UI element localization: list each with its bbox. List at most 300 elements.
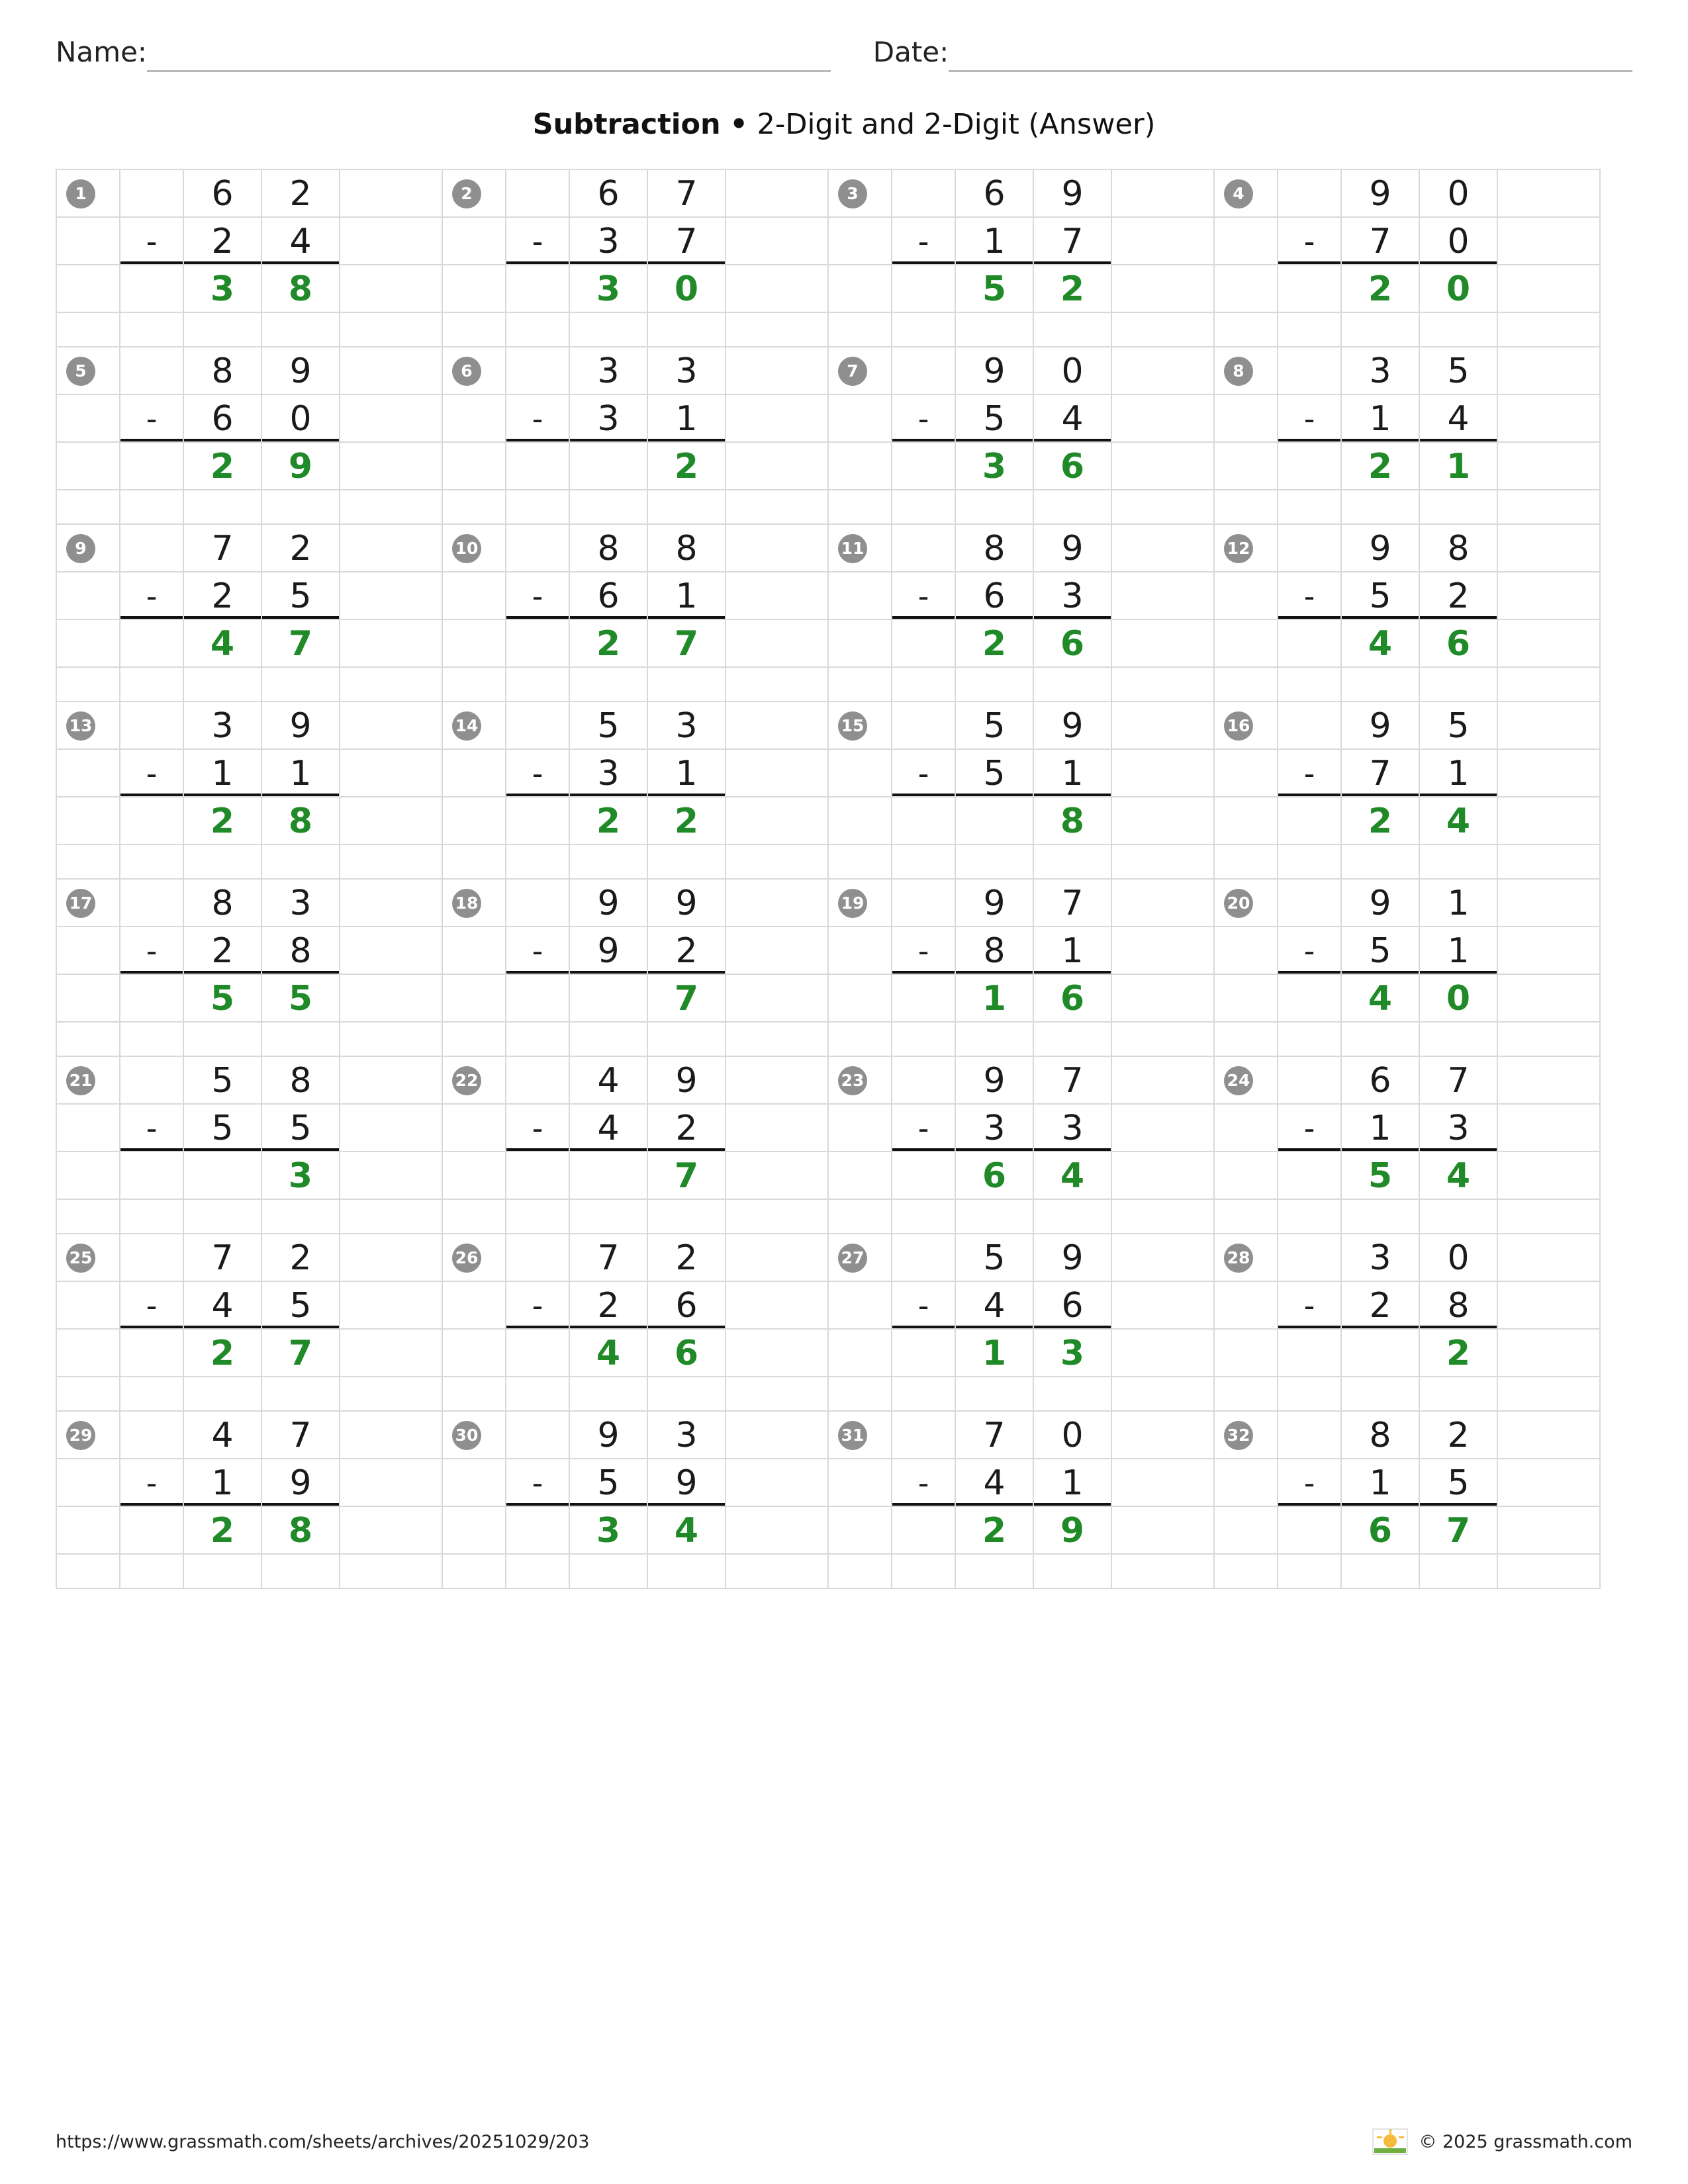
- problem-28-answer: [1215, 1330, 1601, 1377]
- problem-10-subtrahend: [443, 572, 829, 620]
- problem-number-cell: [443, 1412, 506, 1459]
- spacer-block: [1215, 490, 1601, 525]
- spacer-cell: [1034, 845, 1112, 880]
- spacer-cell: [443, 1555, 506, 1589]
- answer-ones-digit: 8: [1034, 797, 1112, 845]
- problem-row-spacer: [57, 490, 1601, 525]
- problem-number-badge: 30: [452, 1421, 481, 1450]
- subtrahend-tens-digit: 9: [570, 927, 648, 975]
- problem-pad: [1498, 170, 1601, 218]
- problem-number-cell: [829, 880, 892, 927]
- problem-pad: [340, 750, 443, 797]
- minuend-ones-digit: 2: [1420, 1412, 1498, 1459]
- minuend-ones-digit: 9: [1034, 1234, 1112, 1282]
- operator-slot-empty: [506, 880, 570, 927]
- spacer-cell: [829, 1555, 892, 1589]
- operator-minus: -: [120, 750, 184, 797]
- problem-number-cell: [1215, 1234, 1278, 1282]
- operator-slot-empty: [1278, 170, 1342, 218]
- problem-number-spacer: [1215, 1105, 1278, 1152]
- problem-7-answer: [829, 443, 1215, 490]
- problem-pad: [1112, 1459, 1215, 1507]
- problem-14: [443, 702, 829, 750]
- answer-ones-digit: 7: [648, 620, 726, 668]
- problem-pad: [340, 1507, 443, 1555]
- spacer-cell: [1278, 1023, 1342, 1057]
- operator-slot-empty: [120, 347, 184, 395]
- problem-number-spacer: [443, 572, 506, 620]
- spacer-cell: [1420, 1377, 1498, 1412]
- operator-minus: -: [506, 1282, 570, 1330]
- problem-2-subtrahend: [443, 218, 829, 265]
- minuend-tens-digit: 5: [956, 1234, 1034, 1282]
- problem-pad: [726, 1459, 829, 1507]
- problem-pad: [340, 1234, 443, 1282]
- answer-ones-digit: 0: [1420, 265, 1498, 313]
- problem-number-spacer: [443, 1459, 506, 1507]
- problem-number-cell: [57, 1234, 120, 1282]
- answer-op-spacer: [506, 1330, 570, 1377]
- answer-spacer: [829, 1507, 892, 1555]
- operator-slot-empty: [120, 702, 184, 750]
- operator-slot-empty: [1278, 1057, 1342, 1105]
- date-input-line[interactable]: [949, 36, 1632, 72]
- subtrahend-ones-digit: 4: [1420, 395, 1498, 443]
- problem-pad: [1112, 1330, 1215, 1377]
- spacer-cell: [506, 313, 570, 347]
- problem-number-cell: [829, 1057, 892, 1105]
- answer-tens-digit: 2: [184, 443, 262, 490]
- operator-minus: -: [120, 1459, 184, 1507]
- problem-row-subtrahend: [57, 927, 1601, 975]
- minuend-tens-digit: 6: [184, 170, 262, 218]
- minuend-tens-digit: 9: [956, 880, 1034, 927]
- answer-op-spacer: [892, 1330, 956, 1377]
- problem-17-answer: [57, 975, 443, 1023]
- answer-spacer: [829, 1152, 892, 1200]
- subtrahend-tens-digit: 3: [956, 1105, 1034, 1152]
- spacer-block: [57, 1200, 443, 1234]
- spacer-cell: [1278, 845, 1342, 880]
- problem-pad: [1112, 572, 1215, 620]
- minuend-ones-digit: 3: [648, 702, 726, 750]
- answer-tens-digit: 5: [184, 975, 262, 1023]
- spacer-cell: [262, 313, 340, 347]
- minuend-tens-digit: 8: [1342, 1412, 1420, 1459]
- operator-slot-empty: [120, 525, 184, 572]
- minuend-tens-digit: 3: [1342, 1234, 1420, 1282]
- minuend-ones-digit: 3: [648, 347, 726, 395]
- answer-ones-digit: 4: [648, 1507, 726, 1555]
- minuend-ones-digit: 8: [648, 525, 726, 572]
- title-subtitle: 2-Digit and 2-Digit (Answer): [757, 108, 1156, 141]
- spacer-block: [829, 313, 1215, 347]
- answer-tens-digit: 4: [570, 1330, 648, 1377]
- problem-30-answer: [443, 1507, 829, 1555]
- problem-pad: [340, 1057, 443, 1105]
- spacer-cell: [57, 1377, 120, 1412]
- problem-13-answer: [57, 797, 443, 845]
- spacer-cell: [443, 490, 506, 525]
- problem-number-spacer: [1215, 750, 1278, 797]
- spacer-cell: [184, 1023, 262, 1057]
- answer-op-spacer: [120, 1330, 184, 1377]
- operator-slot-empty: [1278, 1412, 1342, 1459]
- subtrahend-tens-digit: 2: [184, 572, 262, 620]
- answer-tens-digit: 4: [184, 620, 262, 668]
- answer-ones-digit: 7: [1420, 1507, 1498, 1555]
- answer-spacer: [1215, 620, 1278, 668]
- problem-25-subtrahend: [57, 1282, 443, 1330]
- spacer-cell: [1215, 1023, 1278, 1057]
- problem-6: [443, 347, 829, 395]
- problem-pad: [340, 620, 443, 668]
- spacer-block: [443, 1555, 829, 1589]
- spacer-cell: [956, 313, 1034, 347]
- problem-pad: [726, 1412, 829, 1459]
- spacer-cell: [648, 1377, 726, 1412]
- spacer-block: [57, 1555, 443, 1589]
- problem-number-spacer: [1215, 572, 1278, 620]
- spacer-cell: [570, 1555, 648, 1589]
- problem-number-badge: 23: [838, 1066, 867, 1095]
- problem-28-subtrahend: [1215, 1282, 1601, 1330]
- spacer-cell: [120, 1377, 184, 1412]
- spacer-cell: [1498, 1200, 1601, 1234]
- answer-op-spacer: [1278, 1330, 1342, 1377]
- problem-row-answer: [57, 975, 1601, 1023]
- minuend-ones-digit: 7: [1420, 1057, 1498, 1105]
- answer-spacer: [443, 265, 506, 313]
- operator-slot-empty: [1278, 880, 1342, 927]
- spacer-block: [1215, 845, 1601, 880]
- answer-tens-digit: 2: [1342, 265, 1420, 313]
- problem-number-cell: [443, 525, 506, 572]
- problem-number-badge: 29: [66, 1421, 95, 1450]
- answer-tens-digit: [570, 975, 648, 1023]
- spacer-cell: [120, 1200, 184, 1234]
- operator-slot-empty: [892, 1234, 956, 1282]
- spacer-cell: [340, 1023, 443, 1057]
- problem-pad: [726, 797, 829, 845]
- problem-pad: [726, 1152, 829, 1200]
- problem-19-subtrahend: [829, 927, 1215, 975]
- spacer-cell: [1034, 1200, 1112, 1234]
- minuend-tens-digit: 3: [184, 702, 262, 750]
- spacer-cell: [648, 1200, 726, 1234]
- answer-tens-digit: [570, 443, 648, 490]
- operator-slot-empty: [892, 702, 956, 750]
- problem-4: [1215, 170, 1601, 218]
- subtrahend-ones-digit: 1: [1034, 927, 1112, 975]
- spacer-cell: [1034, 490, 1112, 525]
- spacer-cell: [726, 1377, 829, 1412]
- answer-ones-digit: 3: [1034, 1330, 1112, 1377]
- spacer-cell: [184, 1377, 262, 1412]
- minuend-ones-digit: 9: [1034, 702, 1112, 750]
- spacer-cell: [262, 668, 340, 702]
- problem-12-subtrahend: [1215, 572, 1601, 620]
- spacer-cell: [892, 845, 956, 880]
- problem-24: [1215, 1057, 1601, 1105]
- spacer-cell: [1112, 1023, 1215, 1057]
- problem-pad: [1112, 1057, 1215, 1105]
- problem-pad: [726, 702, 829, 750]
- operator-slot-empty: [506, 1234, 570, 1282]
- problem-pad: [1112, 525, 1215, 572]
- subtrahend-ones-digit: 1: [262, 750, 340, 797]
- problem-pad: [1498, 1234, 1601, 1282]
- spacer-cell: [1112, 1200, 1215, 1234]
- problem-pad: [726, 1057, 829, 1105]
- spacer-block: [443, 490, 829, 525]
- problem-number-cell: [57, 1412, 120, 1459]
- spacer-cell: [1112, 668, 1215, 702]
- minuend-ones-digit: 9: [262, 347, 340, 395]
- problem-number-badge: 20: [1224, 889, 1253, 918]
- answer-ones-digit: 4: [1034, 1152, 1112, 1200]
- title-main: Subtraction: [532, 108, 721, 141]
- subtrahend-tens-digit: 5: [1342, 927, 1420, 975]
- subtrahend-ones-digit: 6: [1034, 1282, 1112, 1330]
- problem-pad: [1112, 1234, 1215, 1282]
- spacer-block: [829, 1555, 1215, 1589]
- problem-pad: [1112, 750, 1215, 797]
- problem-number-badge: 8: [1224, 357, 1253, 386]
- operator-minus: -: [1278, 1105, 1342, 1152]
- subtrahend-ones-digit: 1: [1420, 750, 1498, 797]
- problem-pad: [340, 572, 443, 620]
- problem-row-answer: [57, 620, 1601, 668]
- subtrahend-tens-digit: 2: [184, 218, 262, 265]
- page-title: [56, 108, 1632, 141]
- answer-spacer: [829, 1330, 892, 1377]
- problem-25-answer: [57, 1330, 443, 1377]
- minuend-ones-digit: 7: [262, 1412, 340, 1459]
- problem-pad: [340, 265, 443, 313]
- spacer-cell: [506, 1200, 570, 1234]
- problem-6-subtrahend: [443, 395, 829, 443]
- subtrahend-tens-digit: 1: [184, 1459, 262, 1507]
- answer-op-spacer: [1278, 1507, 1342, 1555]
- minuend-tens-digit: 5: [956, 702, 1034, 750]
- spacer-block: [57, 1023, 443, 1057]
- answer-op-spacer: [506, 797, 570, 845]
- problem-number-cell: [829, 702, 892, 750]
- spacer-cell: [1215, 668, 1278, 702]
- problem-12: [1215, 525, 1601, 572]
- operator-minus: -: [1278, 750, 1342, 797]
- problem-number-cell: [829, 1234, 892, 1282]
- subtrahend-ones-digit: 5: [262, 1282, 340, 1330]
- operator-minus: -: [1278, 218, 1342, 265]
- problem-row-spacer: [57, 313, 1601, 347]
- problem-23-subtrahend: [829, 1105, 1215, 1152]
- problem-pad: [1498, 1282, 1601, 1330]
- spacer-cell: [648, 845, 726, 880]
- subtrahend-ones-digit: 3: [1420, 1105, 1498, 1152]
- subtrahend-ones-digit: 0: [262, 395, 340, 443]
- problem-pad: [1112, 265, 1215, 313]
- answer-tens-digit: 4: [1342, 620, 1420, 668]
- spacer-cell: [829, 668, 892, 702]
- answer-ones-digit: 4: [1420, 1152, 1498, 1200]
- problem-number-cell: [1215, 702, 1278, 750]
- minuend-ones-digit: 7: [648, 170, 726, 218]
- problem-row-subtrahend: [57, 572, 1601, 620]
- answer-tens-digit: [184, 1152, 262, 1200]
- answer-op-spacer: [120, 1152, 184, 1200]
- spacer-cell: [1342, 490, 1420, 525]
- problem-number-cell: [1215, 525, 1278, 572]
- problem-32-subtrahend: [1215, 1459, 1601, 1507]
- problem-19: [829, 880, 1215, 927]
- spacer-cell: [726, 845, 829, 880]
- spacer-cell: [57, 1023, 120, 1057]
- problem-pad: [726, 975, 829, 1023]
- minuend-tens-digit: 9: [570, 880, 648, 927]
- spacer-cell: [506, 668, 570, 702]
- answer-spacer: [57, 265, 120, 313]
- spacer-cell: [570, 668, 648, 702]
- problem-29: [57, 1412, 443, 1459]
- operator-minus: -: [892, 572, 956, 620]
- problem-8-subtrahend: [1215, 395, 1601, 443]
- spacer-cell: [829, 1023, 892, 1057]
- answer-ones-digit: 7: [262, 620, 340, 668]
- problem-pad: [1498, 1412, 1601, 1459]
- spacer-cell: [184, 490, 262, 525]
- subtrahend-ones-digit: 5: [262, 572, 340, 620]
- spacer-cell: [1034, 313, 1112, 347]
- problem-pad: [1498, 620, 1601, 668]
- answer-spacer: [443, 620, 506, 668]
- operator-slot-empty: [892, 347, 956, 395]
- subtrahend-ones-digit: 7: [1034, 218, 1112, 265]
- problem-number-spacer: [57, 1282, 120, 1330]
- problem-row-minuend: [57, 880, 1601, 927]
- sunrise-icon: [1372, 2128, 1408, 2155]
- answer-ones-digit: 2: [648, 443, 726, 490]
- spacer-block: [829, 668, 1215, 702]
- problem-number-badge: 27: [838, 1244, 867, 1273]
- operator-slot-empty: [892, 525, 956, 572]
- spacer-cell: [1420, 668, 1498, 702]
- footer-right: [1372, 2128, 1632, 2155]
- subtrahend-tens-digit: 5: [956, 395, 1034, 443]
- problem-row-answer: [57, 1330, 1601, 1377]
- answer-tens-digit: 6: [956, 1152, 1034, 1200]
- subtrahend-ones-digit: 1: [648, 395, 726, 443]
- subtrahend-tens-digit: 2: [570, 1282, 648, 1330]
- spacer-cell: [648, 1555, 726, 1589]
- subtrahend-ones-digit: 5: [262, 1105, 340, 1152]
- answer-tens-digit: 3: [570, 265, 648, 313]
- spacer-cell: [120, 845, 184, 880]
- spacer-block: [443, 1023, 829, 1057]
- problem-number-badge: 9: [66, 534, 95, 563]
- problem-number-badge: 15: [838, 711, 867, 741]
- operator-slot-empty: [1278, 702, 1342, 750]
- subtrahend-ones-digit: 2: [648, 1105, 726, 1152]
- problem-4-answer: [1215, 265, 1601, 313]
- subtrahend-tens-digit: 5: [956, 750, 1034, 797]
- problem-pad: [1112, 395, 1215, 443]
- answer-op-spacer: [1278, 265, 1342, 313]
- problem-pad: [1498, 702, 1601, 750]
- problem-5-subtrahend: [57, 395, 443, 443]
- operator-minus: -: [892, 1105, 956, 1152]
- subtrahend-tens-digit: 5: [570, 1459, 648, 1507]
- spacer-cell: [1342, 845, 1420, 880]
- spacer-cell: [1342, 313, 1420, 347]
- problem-2-answer: [443, 265, 829, 313]
- spacer-cell: [648, 1023, 726, 1057]
- spacer-cell: [120, 1555, 184, 1589]
- problem-number-cell: [829, 347, 892, 395]
- spacer-cell: [506, 1023, 570, 1057]
- problem-pad: [1498, 265, 1601, 313]
- minuend-ones-digit: 1: [1420, 880, 1498, 927]
- spacer-block: [1215, 668, 1601, 702]
- subtrahend-tens-digit: 6: [184, 395, 262, 443]
- spacer-cell: [892, 1377, 956, 1412]
- operator-minus: -: [892, 1459, 956, 1507]
- spacer-cell: [1278, 1377, 1342, 1412]
- operator-minus: -: [892, 218, 956, 265]
- spacer-cell: [120, 490, 184, 525]
- problem-row-spacer: [57, 1377, 1601, 1412]
- answer-op-spacer: [120, 265, 184, 313]
- answer-ones-digit: 8: [262, 797, 340, 845]
- operator-slot-empty: [892, 880, 956, 927]
- spacer-block: [57, 490, 443, 525]
- minuend-ones-digit: 7: [1034, 880, 1112, 927]
- problem-pad: [340, 218, 443, 265]
- spacer-cell: [1112, 1555, 1215, 1589]
- problem-number-badge: 21: [66, 1066, 95, 1095]
- spacer-cell: [57, 313, 120, 347]
- spacer-block: [1215, 1200, 1601, 1234]
- subtrahend-ones-digit: 1: [1420, 927, 1498, 975]
- problem-pad: [1498, 395, 1601, 443]
- problem-number-badge: 26: [452, 1244, 481, 1273]
- problem-18: [443, 880, 829, 927]
- problem-pad: [726, 443, 829, 490]
- answer-ones-digit: 6: [1034, 620, 1112, 668]
- problem-row-subtrahend: [57, 1282, 1601, 1330]
- spacer-cell: [1420, 1023, 1498, 1057]
- problem-9-answer: [57, 620, 443, 668]
- answer-ones-digit: 6: [1420, 620, 1498, 668]
- spacer-block: [1215, 1555, 1601, 1589]
- spacer-cell: [120, 668, 184, 702]
- problem-number-cell: [1215, 880, 1278, 927]
- problem-pad: [340, 975, 443, 1023]
- name-input-line[interactable]: [147, 36, 831, 72]
- spacer-cell: [340, 668, 443, 702]
- spacer-cell: [1420, 313, 1498, 347]
- operator-slot-empty: [1278, 347, 1342, 395]
- problem-number-badge: 12: [1224, 534, 1253, 563]
- spacer-cell: [340, 845, 443, 880]
- minuend-tens-digit: 7: [184, 1234, 262, 1282]
- spacer-cell: [1498, 1555, 1601, 1589]
- problem-pad: [1498, 750, 1601, 797]
- spacer-cell: [184, 1555, 262, 1589]
- minuend-tens-digit: 9: [1342, 880, 1420, 927]
- spacer-cell: [570, 1377, 648, 1412]
